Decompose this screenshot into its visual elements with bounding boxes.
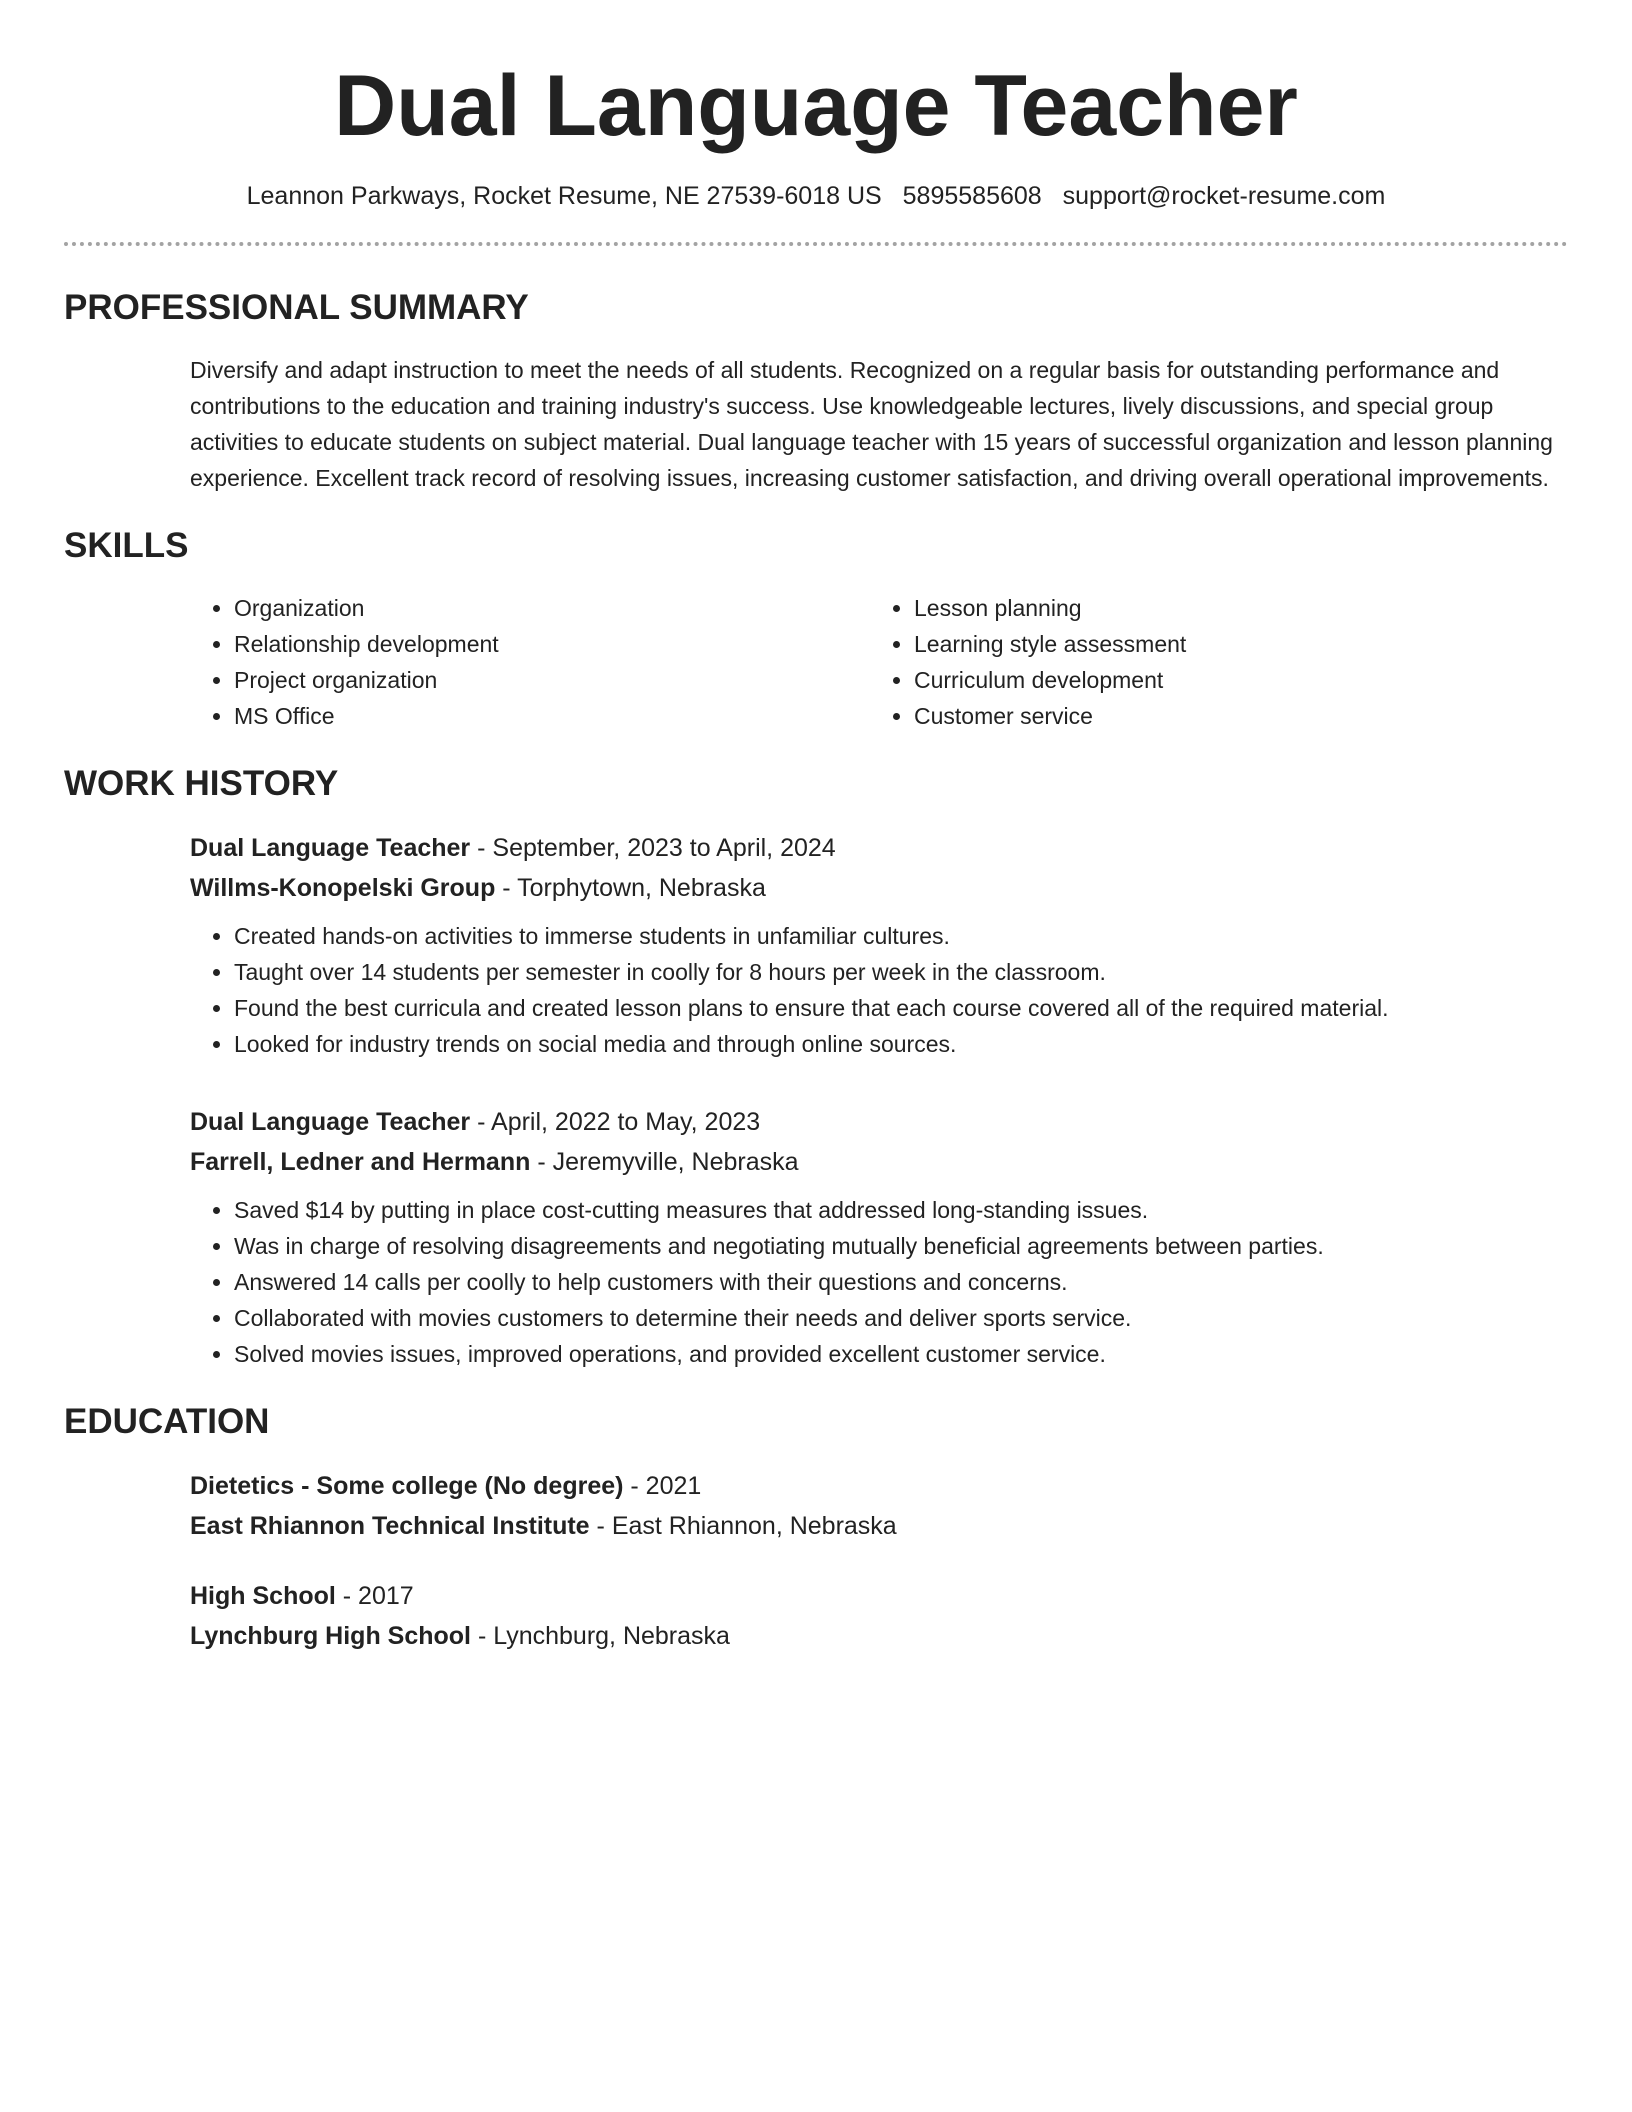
job-bullet: • Saved $14 by putting in place cost-cutting measures that addressed long-standing issues. bbox=[234, 1192, 1568, 1228]
skills-title: SKILLS bbox=[64, 526, 189, 565]
separator: - bbox=[335, 1582, 359, 1610]
education-school-line bbox=[190, 1506, 1568, 1546]
education-title: EDUCATION bbox=[64, 1402, 270, 1441]
resume-page bbox=[64, 0, 1568, 1686]
skills-list-left bbox=[190, 590, 870, 734]
skills-list-right bbox=[870, 590, 1550, 734]
summary-section bbox=[64, 286, 1568, 496]
education-location: East Rhiannon, Nebraska bbox=[611, 1512, 897, 1540]
job-bullet: • Was in charge of resolving disagreements and negotiating mutually beneficial agreements between parties. bbox=[234, 1228, 1568, 1264]
skill-item: • Customer service bbox=[914, 698, 1550, 734]
job-dates: September, 2023 to April, 2024 bbox=[492, 834, 836, 862]
job-title-line bbox=[190, 1102, 1568, 1142]
separator: - bbox=[495, 874, 518, 902]
job-bullets bbox=[190, 918, 1568, 1062]
job-entry bbox=[190, 1102, 1568, 1372]
job-bullet: • Created hands-on activities to immerse students in unfamiliar cultures. bbox=[234, 918, 1568, 954]
education-school: Lynchburg High School bbox=[190, 1622, 472, 1650]
job-company: Farrell, Ledner and Hermann bbox=[190, 1148, 531, 1176]
separator: - bbox=[470, 834, 493, 862]
education-school: East Rhiannon Technical Institute bbox=[190, 1512, 590, 1540]
education-degree-line bbox=[190, 1576, 1568, 1616]
job-location: Torphytown, Nebraska bbox=[517, 874, 766, 902]
contact-line bbox=[64, 180, 1568, 212]
skills-column-right bbox=[870, 590, 1550, 734]
skill-item: • Organization bbox=[234, 590, 870, 626]
education-degree: High School bbox=[190, 1582, 336, 1610]
education-year: 2021 bbox=[645, 1472, 702, 1500]
education-location: Lynchburg, Nebraska bbox=[493, 1622, 730, 1650]
separator: - bbox=[470, 1108, 492, 1136]
skill-item: • Relationship development bbox=[234, 626, 870, 662]
contact-address: Leannon Parkways, Rocket Resume, NE 27539-6018 US bbox=[246, 182, 882, 210]
separator: - bbox=[589, 1512, 612, 1540]
skill-item: • Curriculum development bbox=[914, 662, 1550, 698]
job-location: Jeremyville, Nebraska bbox=[552, 1148, 799, 1176]
job-bullet: • Taught over 14 students per semester in coolly for 8 hours per week in the classroom. bbox=[234, 954, 1568, 990]
work-history-content bbox=[190, 828, 1568, 1372]
resume-name: Dual Language Teacher bbox=[334, 58, 1298, 154]
job-company-line bbox=[190, 1142, 1568, 1182]
job-role: Dual Language Teacher bbox=[190, 834, 471, 862]
job-role: Dual Language Teacher bbox=[190, 1108, 471, 1136]
job-company: Willms-Konopelski Group bbox=[190, 874, 496, 902]
job-bullet: • Answered 14 calls per coolly to help customers with their questions and concerns. bbox=[234, 1264, 1568, 1300]
education-year: 2017 bbox=[358, 1582, 414, 1610]
skills-grid bbox=[190, 590, 1568, 734]
job-entry bbox=[190, 828, 1568, 1062]
job-bullet: • Found the best curricula and created lesson plans to ensure that each course covered all of the required material. bbox=[234, 990, 1568, 1026]
header-divider bbox=[64, 242, 1568, 246]
skill-item: • Lesson planning bbox=[914, 590, 1550, 626]
job-dates: April, 2022 to May, 2023 bbox=[491, 1108, 761, 1136]
education-section bbox=[64, 1400, 1568, 1656]
contact-phone: 5895585608 bbox=[902, 182, 1042, 210]
skills-column-left bbox=[190, 590, 870, 734]
summary-text: Diversify and adapt instruction to meet the needs of all students. Recognized on a regular basis for outstanding performance and contributions to the education and training industry's success. Use knowledgeable lectures, lively discussions, and special group activities to educate students on subject material. Dual language teacher with 15 years of successful organization and lesson planning experience. Excellent track record of resolving issues, increasing customer satisfaction, and driving overall operational improvements. bbox=[190, 357, 1553, 491]
job-bullet: • Collaborated with movies customers to determine their needs and deliver sports service. bbox=[234, 1300, 1568, 1336]
summary-title: PROFESSIONAL SUMMARY bbox=[64, 288, 529, 327]
separator: - bbox=[471, 1622, 494, 1650]
skill-item: • Project organization bbox=[234, 662, 870, 698]
skills-content bbox=[190, 590, 1568, 734]
education-degree-line bbox=[190, 1466, 1568, 1506]
education-degree: Dietetics - Some college (No degree) bbox=[190, 1472, 624, 1500]
education-school-line bbox=[190, 1616, 1568, 1656]
work-history-title: WORK HISTORY bbox=[64, 764, 339, 803]
summary-content bbox=[190, 352, 1568, 496]
education-content bbox=[190, 1466, 1568, 1656]
separator: - bbox=[530, 1148, 553, 1176]
job-bullets bbox=[190, 1192, 1568, 1372]
education-entry bbox=[190, 1466, 1568, 1546]
skill-item: • MS Office bbox=[234, 698, 870, 734]
skill-item: • Learning style assessment bbox=[914, 626, 1550, 662]
skills-section bbox=[64, 524, 1568, 734]
job-bullet: • Solved movies issues, improved operations, and provided excellent customer service. bbox=[234, 1336, 1568, 1372]
job-title-line bbox=[190, 828, 1568, 868]
work-history-section bbox=[64, 762, 1568, 1372]
job-company-line bbox=[190, 868, 1568, 908]
job-bullet: • Looked for industry trends on social media and through online sources. bbox=[234, 1026, 1568, 1062]
separator: - bbox=[623, 1472, 646, 1500]
education-entry bbox=[190, 1576, 1568, 1656]
contact-email: support@rocket-resume.com bbox=[1062, 182, 1386, 210]
